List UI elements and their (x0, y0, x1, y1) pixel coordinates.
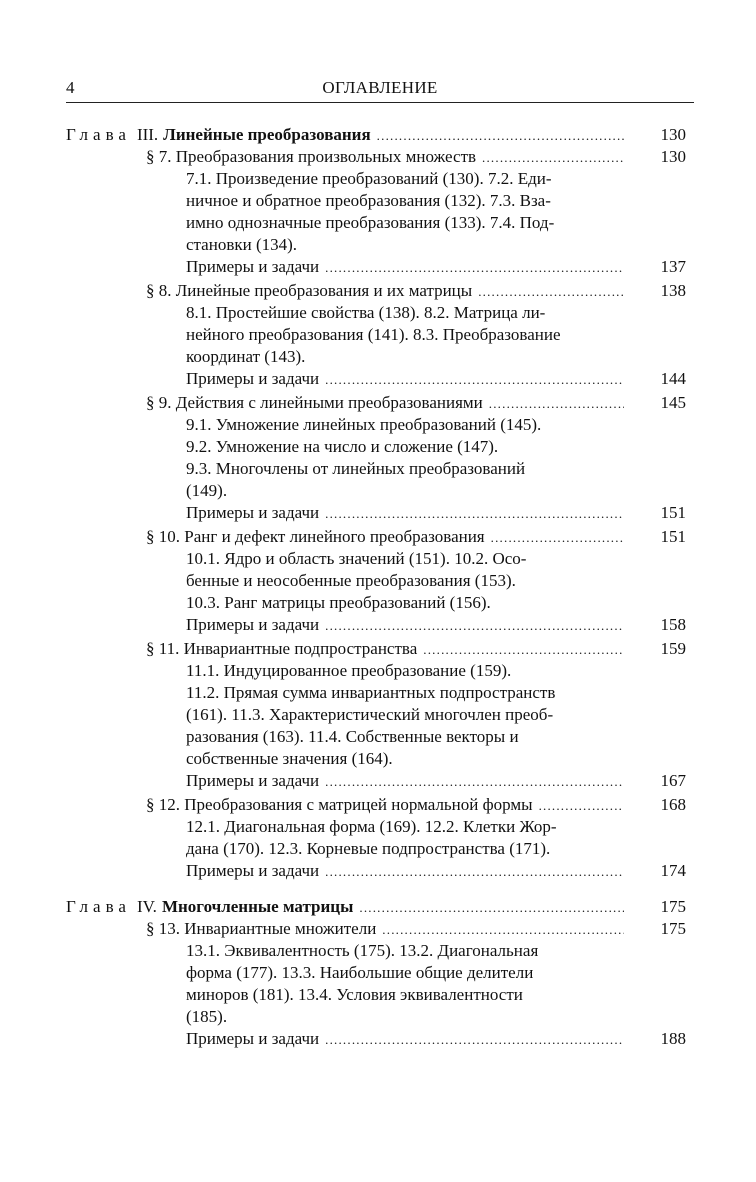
subsection-line: форма (177). 13.3. Наибольшие общие делители (186, 963, 534, 982)
page-number: 4 (66, 78, 75, 97)
section-heading (146, 918, 630, 940)
dot-leader (377, 125, 624, 147)
dot-leader (382, 919, 624, 941)
section-title: § 10. Ранг и дефект линейного преобразования (146, 527, 485, 546)
subsection-line: координат (143). (186, 347, 306, 366)
page-ref: 167 (660, 771, 686, 790)
subsection-line: становки (134). (186, 235, 298, 254)
subsection-line: разования (163). 11.4. Собственные векторы и (186, 727, 519, 746)
page-ref: 175 (660, 897, 686, 916)
page-ref: 130 (660, 125, 686, 144)
dot-leader (325, 1029, 624, 1051)
subsection-line: 8.1. Простейшие свойства (138). 8.2. Матрица ли- (186, 303, 546, 322)
dot-leader (423, 639, 624, 661)
examples-line (186, 256, 630, 278)
dot-leader (325, 615, 624, 637)
examples-label: Примеры и задачи (186, 771, 320, 790)
section-title: § 8. Линейные преобразования и их матрицы (146, 281, 473, 300)
chapter-title: Многочленные матрицы (161, 897, 354, 916)
subsection-line: 9.2. Умножение на число и сложение (147). (186, 437, 499, 456)
dot-leader (325, 369, 624, 391)
page-ref: 174 (660, 861, 686, 880)
examples-label: Примеры и задачи (186, 257, 320, 276)
page-ref: 144 (660, 369, 686, 388)
dot-leader (539, 795, 624, 817)
page-ref: 145 (660, 393, 686, 412)
chapter-prefix: Глава (66, 125, 131, 144)
page-ref: 168 (660, 795, 686, 814)
subsection-line: имно однозначные преобразования (133). 7.4. Под- (186, 213, 555, 232)
subsection-line: 7.1. Произведение преобразований (130). 7.2. Еди- (186, 169, 552, 188)
examples-label: Примеры и задачи (186, 615, 320, 634)
examples-label: Примеры и задачи (186, 1029, 320, 1048)
subsection-line: нейного преобразования (141). 8.3. Преобразование (186, 325, 561, 344)
subsection-line: миноров (181). 13.4. Условия эквивалентности (186, 985, 523, 1004)
subsection-line: 9.1. Умножение линейных преобразований (145). (186, 415, 542, 434)
section-heading (146, 794, 630, 816)
section-title: § 13. Инвариантные множители (146, 919, 377, 938)
subsection-line: 11.2. Прямая сумма инвариантных подпространств (186, 683, 556, 702)
subsection-line: бенные и неособенные преобразования (153). (186, 571, 516, 590)
subsection-line: 11.1. Индуцированное преобразование (159). (186, 661, 512, 680)
page-ref: 158 (660, 615, 686, 634)
section-title: § 9. Действия с линейными преобразованиями (146, 393, 483, 412)
dot-leader (478, 281, 624, 303)
examples-label: Примеры и задачи (186, 503, 320, 522)
chapter-number: IV. (136, 897, 157, 916)
page-ref: 138 (660, 281, 686, 300)
dot-leader (491, 527, 624, 549)
examples-line (186, 614, 630, 636)
page-header (66, 78, 694, 103)
subsection-line: ничное и обратное преобразования (132). 7.3. Вза- (186, 191, 551, 210)
subsection-line: 12.1. Диагональная форма (169). 12.2. Клетки Жор- (186, 817, 557, 836)
dot-leader (359, 897, 624, 919)
examples-line (186, 368, 630, 390)
subsection-line: (149). (186, 481, 228, 500)
examples-label: Примеры и задачи (186, 861, 320, 880)
subsection-line: собственные значения (164). (186, 749, 393, 768)
examples-line (186, 502, 630, 524)
subsection-line: (161). 11.3. Характеристический многочлен преоб- (186, 705, 554, 724)
section-title: § 7. Преобразования произвольных множеств (146, 147, 477, 166)
page-ref: 188 (660, 1029, 686, 1048)
subsection-line: 13.1. Эквивалентность (175). 13.2. Диагональная (186, 941, 539, 960)
chapter-heading (66, 124, 630, 146)
section-title: § 11. Инвариантные подпространства (146, 639, 418, 658)
examples-label: Примеры и задачи (186, 369, 320, 388)
page-ref: 130 (660, 147, 686, 166)
section-heading (146, 638, 630, 660)
dot-leader (325, 257, 624, 279)
section-title: § 12. Преобразования с матрицей нормальной формы (146, 795, 533, 814)
chapter-prefix: Глава (66, 897, 131, 916)
running-title: ОГЛАВЛЕНИЕ (322, 78, 438, 97)
examples-line (186, 860, 630, 882)
subsection-line: 10.1. Ядро и область значений (151). 10.2. Осо- (186, 549, 527, 568)
page-ref: 159 (660, 639, 686, 658)
dot-leader (489, 393, 624, 415)
section-heading (146, 146, 630, 168)
page-ref: 175 (660, 919, 686, 938)
dot-leader (325, 861, 624, 883)
page-ref: 151 (660, 527, 686, 546)
page-ref: 151 (660, 503, 686, 522)
examples-line (186, 770, 630, 792)
section-heading (146, 280, 630, 302)
subsection-line: дана (170). 12.3. Корневые подпространства (171). (186, 839, 551, 858)
subsection-line: 10.3. Ранг матрицы преобразований (156). (186, 593, 491, 612)
dot-leader (325, 503, 624, 525)
dot-leader (325, 771, 624, 793)
dot-leader (482, 147, 624, 169)
section-heading (146, 392, 630, 414)
subsection-line: 9.3. Многочлены от линейных преобразований (186, 459, 526, 478)
examples-line (186, 1028, 630, 1050)
page-ref: 137 (660, 257, 686, 276)
chapter-heading (66, 896, 630, 918)
subsection-line: (185). (186, 1007, 228, 1026)
section-heading (146, 526, 630, 548)
chapter-title: Линейные преобразования (163, 125, 371, 144)
chapter-number: III. (136, 125, 159, 144)
